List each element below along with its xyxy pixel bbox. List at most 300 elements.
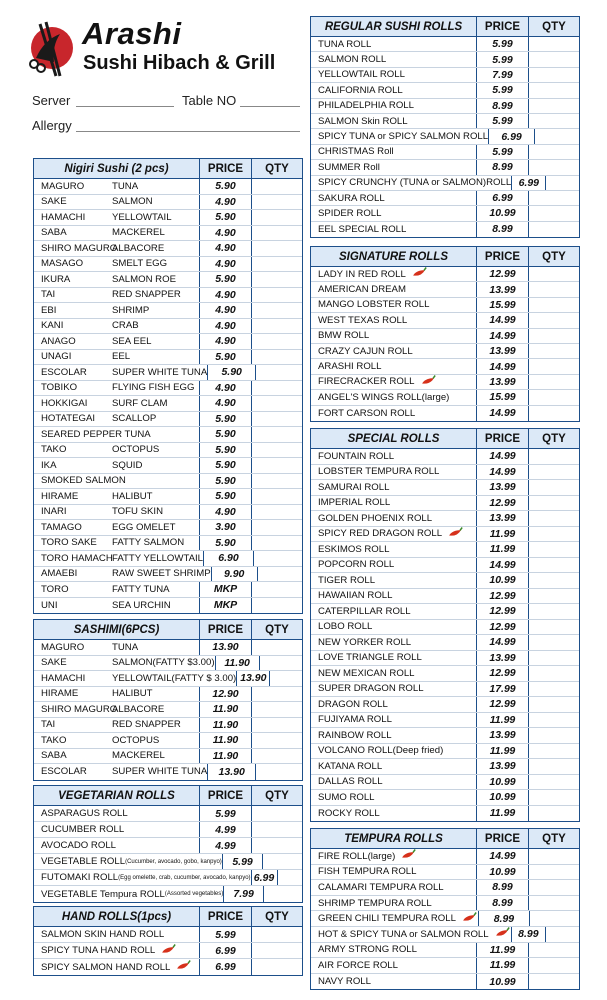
qty-field[interactable] <box>529 744 579 759</box>
item-price: 4.90 <box>200 505 252 520</box>
item-english-name: SURF CLAM <box>112 397 168 409</box>
menu-item-row <box>34 822 302 838</box>
menu-item-row <box>34 702 302 718</box>
item-name <box>34 257 200 272</box>
item-label: SUMMER Roll <box>318 161 380 173</box>
qty-field[interactable] <box>529 298 579 312</box>
item-price: 13.90 <box>237 671 270 686</box>
item-japanese-name: MASAGO <box>41 258 84 270</box>
qty-field[interactable] <box>278 870 302 885</box>
item-name <box>311 604 477 619</box>
qty-field[interactable] <box>252 598 302 614</box>
menu-item-row <box>311 329 579 344</box>
qty-field[interactable] <box>529 865 579 880</box>
item-price: 4.90 <box>200 241 252 256</box>
qty-field[interactable] <box>252 319 302 334</box>
menu-item-row <box>311 375 579 390</box>
item-japanese-name: SEARED PEPPER TUNA <box>41 428 151 440</box>
menu-item-row <box>34 806 302 822</box>
section-title: SASHIMI(6PCS) <box>34 620 200 639</box>
item-japanese-name: HIRAME <box>41 490 79 502</box>
menu-item-row <box>311 511 579 527</box>
qty-field[interactable] <box>252 838 302 853</box>
item-label: FUJIYAMA ROLL <box>318 714 392 726</box>
qty-field[interactable] <box>529 160 579 174</box>
qty-field[interactable] <box>529 359 579 373</box>
item-price: MKP <box>200 582 252 597</box>
menu-item-row <box>311 759 579 775</box>
item-price: 3.90 <box>200 520 252 535</box>
qty-field[interactable] <box>260 656 302 671</box>
menu-item-row <box>34 241 302 257</box>
item-name <box>34 656 216 671</box>
qty-field[interactable] <box>529 558 579 573</box>
qty-field[interactable] <box>529 145 579 159</box>
item-label: FOUNTAIN ROLL <box>318 450 395 462</box>
item-english-name: RED SNAPPER <box>112 719 181 731</box>
qty-field[interactable] <box>529 406 579 421</box>
qty-field[interactable] <box>535 129 579 143</box>
item-japanese-name: HAMACHI <box>41 672 86 684</box>
item-name <box>34 365 208 380</box>
qty-field[interactable] <box>252 210 302 225</box>
item-price: 11.99 <box>477 542 529 557</box>
item-name <box>34 458 200 473</box>
item-label: SALMON SKIN HAND ROLL <box>41 929 165 940</box>
qty-field[interactable] <box>252 272 302 287</box>
item-price: 11.90 <box>200 718 252 733</box>
item-label: SPICY CRUNCHY (TUNA or SALMON)ROLL <box>318 177 512 189</box>
qty-field[interactable] <box>529 267 579 281</box>
qty-field[interactable] <box>263 854 302 869</box>
item-name <box>34 272 200 287</box>
item-name <box>34 303 200 318</box>
menu-item-row <box>34 505 302 521</box>
menu-item-row <box>311 480 579 496</box>
item-price: 14.99 <box>477 449 529 464</box>
item-japanese-name: SHIRO MAGURO <box>41 703 118 715</box>
qty-field[interactable] <box>529 114 579 128</box>
menu-item-row <box>311 958 579 974</box>
qty-field[interactable] <box>529 496 579 511</box>
qty-field[interactable] <box>252 303 302 318</box>
item-label: YELLOWTAIL ROLL <box>318 69 405 81</box>
item-name <box>34 886 224 902</box>
qty-column-header: QTY <box>265 911 289 923</box>
qty-field[interactable] <box>529 849 579 864</box>
item-label: MANGO LOBSTER ROLL <box>318 299 430 311</box>
item-english-name: FATTY YELLOWTAIL <box>112 552 203 564</box>
qty-field[interactable] <box>252 489 302 504</box>
item-japanese-name: TAKO <box>41 734 67 746</box>
qty-field[interactable] <box>264 886 302 902</box>
table-field[interactable] <box>240 106 300 107</box>
item-name <box>311 958 477 973</box>
menu-item-row <box>311 697 579 713</box>
qty-field[interactable] <box>529 713 579 728</box>
qty-field[interactable] <box>252 257 302 272</box>
qty-field[interactable] <box>252 381 302 396</box>
menu-item-row <box>34 582 302 598</box>
qty-field[interactable] <box>252 241 302 256</box>
menu-item-row <box>311 496 579 512</box>
item-price: 4.90 <box>200 396 252 411</box>
item-name <box>34 806 200 821</box>
qty-field[interactable] <box>252 350 302 365</box>
item-price: 13.99 <box>477 344 529 358</box>
qty-field[interactable] <box>529 682 579 697</box>
menu-item-row <box>311 37 579 52</box>
item-label: ARASHI ROLL <box>318 361 382 373</box>
item-price: 14.99 <box>477 406 529 421</box>
qty-field[interactable] <box>252 582 302 597</box>
item-price: 5.99 <box>477 37 529 51</box>
qty-field[interactable] <box>529 68 579 82</box>
qty-field[interactable] <box>529 974 579 990</box>
qty-field[interactable] <box>252 443 302 458</box>
qty-field[interactable] <box>529 390 579 404</box>
item-price: 13.99 <box>477 480 529 495</box>
item-price: 13.99 <box>477 282 529 296</box>
section-title: Nigiri Sushi (2 pcs) <box>34 159 200 178</box>
item-japanese-name: KANI <box>41 320 64 332</box>
item-english-name: MACKEREL <box>112 227 165 239</box>
item-english-name: TOFU SKIN <box>112 506 163 518</box>
item-name <box>311 390 477 404</box>
item-name <box>311 775 477 790</box>
item-name <box>311 496 477 511</box>
item-name <box>311 83 477 97</box>
qty-field[interactable] <box>529 511 579 526</box>
arashi-logo <box>26 18 82 80</box>
item-name <box>311 206 477 220</box>
menu-item-row <box>34 886 302 902</box>
item-price: 6.99 <box>512 176 546 190</box>
item-price: MKP <box>200 598 252 614</box>
item-name <box>34 226 200 241</box>
qty-field[interactable] <box>254 551 302 566</box>
qty-field[interactable] <box>529 313 579 327</box>
item-japanese-name: IKURA <box>41 273 71 285</box>
item-name <box>34 520 200 535</box>
item-label: KATANA ROLL <box>318 760 383 772</box>
item-price: 5.99 <box>200 806 252 821</box>
item-english-name: FATTY TUNA <box>112 583 170 595</box>
item-name <box>311 806 477 822</box>
item-name <box>311 129 489 143</box>
menu-item-row <box>311 806 579 822</box>
qty-field[interactable] <box>252 396 302 411</box>
item-name <box>34 489 200 504</box>
item-price: 5.90 <box>200 443 252 458</box>
qty-field[interactable] <box>529 282 579 296</box>
menu-item-row <box>34 288 302 304</box>
item-name <box>311 759 477 774</box>
qty-field[interactable] <box>529 480 579 495</box>
qty-field[interactable] <box>252 458 302 473</box>
qty-field[interactable] <box>252 702 302 717</box>
item-price: 4.90 <box>200 303 252 318</box>
item-name <box>311 68 477 82</box>
item-japanese-name: TORO SAKE <box>41 537 97 549</box>
section-title: TEMPURA ROLLS <box>311 829 477 848</box>
qty-field[interactable] <box>258 567 302 582</box>
qty-field[interactable] <box>252 288 302 303</box>
menu-item-row <box>34 427 302 443</box>
qty-field[interactable] <box>529 206 579 220</box>
qty-field[interactable] <box>529 620 579 635</box>
server-field[interactable] <box>76 106 174 107</box>
item-price: 10.99 <box>477 790 529 805</box>
qty-field[interactable] <box>529 222 579 237</box>
item-price: 4.90 <box>200 257 252 272</box>
item-label: AVOCADO ROLL <box>41 840 116 851</box>
item-name <box>311 191 477 205</box>
item-price: 12.99 <box>477 666 529 681</box>
qty-field[interactable] <box>529 465 579 480</box>
item-price: 12.99 <box>477 589 529 604</box>
qty-field[interactable] <box>252 179 302 194</box>
qty-column-header: QTY <box>542 21 566 33</box>
menu-item-row <box>311 666 579 682</box>
restaurant-name: Arashi <box>82 16 182 51</box>
item-label: SUPER DRAGON ROLL <box>318 683 424 695</box>
item-name <box>311 697 477 712</box>
item-name <box>311 480 477 495</box>
item-name <box>311 344 477 358</box>
item-label: AMERICAN DREAM <box>318 284 406 296</box>
qty-field[interactable] <box>252 474 302 489</box>
item-name <box>34 396 200 411</box>
menu-item-row <box>311 129 579 144</box>
menu-item-row <box>311 651 579 667</box>
item-price: 10.99 <box>477 206 529 220</box>
qty-field[interactable] <box>252 226 302 241</box>
item-japanese-name: IKA <box>41 459 57 471</box>
item-price: 8.99 <box>477 222 529 237</box>
item-label: FUTOMAKI ROLL <box>41 872 119 883</box>
qty-field[interactable] <box>529 99 579 113</box>
qty-field[interactable] <box>270 671 302 686</box>
qty-field[interactable] <box>252 927 302 942</box>
item-name <box>34 598 200 614</box>
qty-field[interactable] <box>252 806 302 821</box>
item-label: CRAZY CAJUN ROLL <box>318 345 413 357</box>
item-label: WEST TEXAS ROLL <box>318 314 408 326</box>
chili-pepper-icon <box>400 849 418 864</box>
qty-field[interactable] <box>529 573 579 588</box>
qty-field[interactable] <box>252 334 302 349</box>
qty-field[interactable] <box>252 687 302 702</box>
item-name <box>311 927 512 942</box>
price-column-header: PRICE <box>200 907 252 926</box>
qty-field[interactable] <box>256 365 302 380</box>
qty-field[interactable] <box>252 943 302 958</box>
item-name <box>34 671 237 686</box>
qty-field[interactable] <box>529 759 579 774</box>
qty-field[interactable] <box>529 880 579 895</box>
menu-item-row <box>34 210 302 226</box>
menu-item-row <box>34 598 302 614</box>
item-name <box>34 551 204 566</box>
menu-item-row <box>311 527 579 543</box>
menu-item-row <box>311 449 579 465</box>
menu-item-row <box>311 99 579 114</box>
qty-field[interactable] <box>252 640 302 655</box>
item-price: 8.99 <box>477 880 529 895</box>
qty-field[interactable] <box>529 728 579 743</box>
qty-field[interactable] <box>529 790 579 805</box>
menu-item-row <box>311 728 579 744</box>
section-header <box>34 907 302 927</box>
item-name <box>311 465 477 480</box>
qty-field[interactable] <box>252 733 302 748</box>
qty-field[interactable] <box>529 83 579 97</box>
qty-field[interactable] <box>252 749 302 764</box>
signature-rolls-section <box>310 246 580 422</box>
qty-field[interactable] <box>529 697 579 712</box>
item-name <box>311 682 477 697</box>
qty-field[interactable] <box>529 344 579 358</box>
item-name <box>34 582 200 597</box>
qty-field[interactable] <box>252 427 302 442</box>
item-name <box>311 728 477 743</box>
item-english-name: TUNA <box>112 641 139 653</box>
item-name <box>34 702 200 717</box>
qty-field[interactable] <box>252 520 302 535</box>
menu-item-row <box>34 350 302 366</box>
qty-field[interactable] <box>529 635 579 650</box>
item-japanese-name: MAGURO <box>41 641 85 653</box>
menu-item-row <box>311 620 579 636</box>
qty-field[interactable] <box>529 542 579 557</box>
qty-field[interactable] <box>256 764 302 780</box>
qty-field[interactable] <box>529 37 579 51</box>
item-name <box>311 880 477 895</box>
qty-field[interactable] <box>252 822 302 837</box>
item-price: 5.90 <box>200 536 252 551</box>
qty-field[interactable] <box>546 927 579 942</box>
item-name <box>311 620 477 635</box>
menu-item-row <box>34 365 302 381</box>
menu-item-row <box>311 558 579 574</box>
qty-field[interactable] <box>529 896 579 911</box>
item-price: 5.90 <box>200 412 252 427</box>
menu-item-row <box>34 733 302 749</box>
qty-field[interactable] <box>529 449 579 464</box>
qty-field[interactable] <box>529 958 579 973</box>
nigiri-section <box>33 158 303 614</box>
item-label: GOLDEN PHOENIX ROLL <box>318 512 433 524</box>
menu-item-row <box>34 458 302 474</box>
menu-item-row <box>311 604 579 620</box>
item-label: BMW ROLL <box>318 330 370 342</box>
menu-item-row <box>311 282 579 297</box>
qty-field[interactable] <box>546 176 579 190</box>
item-note: (Assorted vegetables) <box>164 891 224 897</box>
menu-item-row <box>34 443 302 459</box>
qty-field[interactable] <box>252 959 302 975</box>
item-price: 13.99 <box>477 651 529 666</box>
item-name <box>34 195 200 210</box>
item-price: 12.99 <box>477 697 529 712</box>
qty-field[interactable] <box>252 718 302 733</box>
item-japanese-name: SHIRO MAGURO <box>41 242 118 254</box>
item-label: FISH TEMPURA ROLL <box>318 866 417 878</box>
item-japanese-name: SAKE <box>41 657 67 669</box>
qty-field[interactable] <box>252 505 302 520</box>
item-price: 15.99 <box>477 390 529 404</box>
menu-item-row <box>311 790 579 806</box>
qty-field[interactable] <box>529 329 579 343</box>
item-label: CUCUMBER ROLL <box>41 824 125 835</box>
item-name <box>311 222 477 237</box>
item-label: RAINBOW ROLL <box>318 729 392 741</box>
qty-field[interactable] <box>529 943 579 958</box>
qty-field[interactable] <box>529 527 579 542</box>
item-japanese-name: HOKKIGAI <box>41 397 88 409</box>
item-price: 13.90 <box>208 764 256 780</box>
item-english-name: SUPER WHITE TUNA <box>112 766 208 778</box>
item-label: EEL SPECIAL ROLL <box>318 223 407 235</box>
qty-field[interactable] <box>529 589 579 604</box>
qty-field[interactable] <box>252 412 302 427</box>
qty-field[interactable] <box>252 536 302 551</box>
item-english-name: YELLOWTAIL <box>112 211 172 223</box>
item-name <box>311 298 477 312</box>
item-label: NEW YORKER ROLL <box>318 636 412 648</box>
menu-item-row <box>311 865 579 881</box>
item-label: SAKURA ROLL <box>318 192 385 204</box>
item-name <box>311 943 477 958</box>
item-label: ROCKY ROLL <box>318 807 380 819</box>
qty-field[interactable] <box>529 604 579 619</box>
qty-field[interactable] <box>529 666 579 681</box>
item-japanese-name: MAGURO <box>41 180 85 192</box>
allergy-field[interactable] <box>76 131 300 132</box>
chili-pepper-icon <box>160 943 178 958</box>
qty-field[interactable] <box>529 651 579 666</box>
menu-item-row <box>34 381 302 397</box>
item-name <box>311 449 477 464</box>
restaurant-subtitle: Sushi Hibach & Grill <box>83 52 276 74</box>
qty-field[interactable] <box>529 52 579 66</box>
item-label: TIGER ROLL <box>318 574 376 586</box>
item-price: 17.99 <box>477 682 529 697</box>
item-japanese-name: TAMAGO <box>41 521 82 533</box>
item-label: ARMY STRONG ROLL <box>318 944 417 956</box>
item-label: IMPERIAL ROLL <box>318 497 391 509</box>
item-label: ASPARAGUS ROLL <box>41 808 128 819</box>
item-name <box>311 896 477 911</box>
section-title: SIGNATURE ROLLS <box>311 247 477 266</box>
qty-field[interactable] <box>529 191 579 205</box>
menu-item-row <box>34 656 302 672</box>
qty-field[interactable] <box>529 375 579 389</box>
menu-item-row <box>34 226 302 242</box>
item-note: (Egg omelette, crab, cucumber, avocado, kanpyo) <box>118 874 251 881</box>
item-name <box>34 764 208 780</box>
qty-field[interactable] <box>529 806 579 822</box>
item-english-name: SMELT EGG <box>112 258 168 270</box>
item-japanese-name: AMAEBI <box>41 568 78 580</box>
item-price: 4.90 <box>200 319 252 334</box>
qty-field[interactable] <box>530 911 579 926</box>
item-name <box>34 927 200 942</box>
item-japanese-name: SAKE <box>41 196 67 208</box>
qty-field[interactable] <box>252 195 302 210</box>
qty-field[interactable] <box>529 775 579 790</box>
